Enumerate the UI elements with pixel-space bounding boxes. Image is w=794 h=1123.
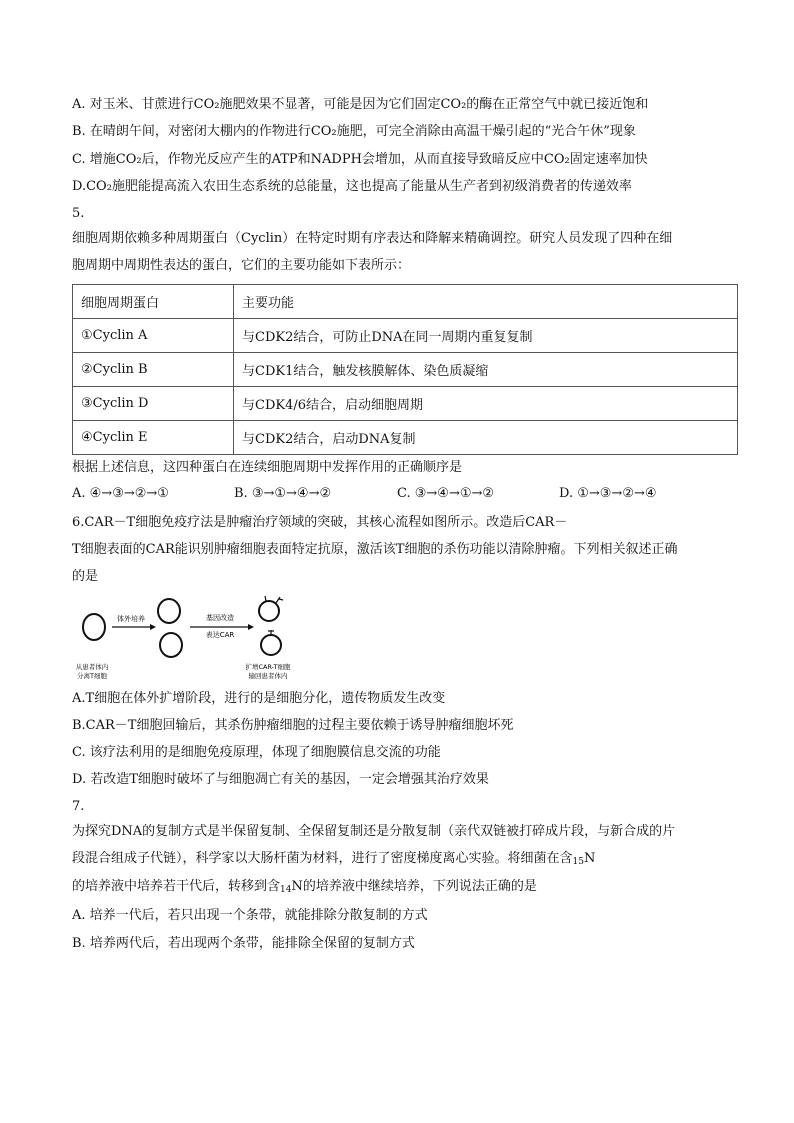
arrow1-label: 体外培养 xyxy=(117,615,145,623)
q6-line2: T细胞表面的CAR能识别肿瘤细胞表面特定抗原，激活该T细胞的杀伤功能以清除肿瘤。下列相关叙述正确 xyxy=(72,542,678,557)
q4-option-c: C. 增施CO₂后，作物光反应产生的ATP和NADPH会增加，从而直接导致暗反应中CO₂固定速率加快 xyxy=(72,152,648,167)
q7-line3 xyxy=(72,877,537,900)
q5-option-c: C. ③→④→①→② xyxy=(397,486,495,501)
q5-number: 5. xyxy=(72,206,85,221)
right-caption-1: 扩增CAR-T细胞 xyxy=(245,663,291,671)
q5-option-a: A. ④→③→②→① xyxy=(72,486,169,501)
table-row xyxy=(73,387,738,421)
car-receptor-branch xyxy=(279,599,283,600)
q7-isotope-mass-15: 15 xyxy=(572,857,584,867)
right-caption-2: 输回患者体内 xyxy=(248,672,288,680)
arrow-head-icon xyxy=(248,624,254,630)
table-cell: ①Cyclin A xyxy=(73,319,234,353)
q7-number: 7. xyxy=(72,799,85,814)
arrow-head-icon xyxy=(150,624,156,630)
q5-stem-line2: 胞周期中周期性表达的蛋白，它们的主要功能如下表所示： xyxy=(72,258,411,273)
q6-line1: 6.CAR－T细胞免疫疗法是肿瘤治疗领域的突破，其核心流程如图所示。改造后CAR－ xyxy=(72,515,568,530)
q7-line2 xyxy=(72,849,595,872)
table-cell: 与CDK2结合，启动DNA复制 xyxy=(234,421,738,455)
table-cell: ③Cyclin D xyxy=(73,387,234,421)
expanded-t-cell-top xyxy=(158,599,180,623)
table-header-cell: 主要功能 xyxy=(234,285,738,319)
q7-option-b: B. 培养两代后，若出现两个条带，能排除全保留的复制方式 xyxy=(72,936,415,951)
car-t-process-figure xyxy=(72,594,312,684)
car-receptor-branch xyxy=(265,596,266,601)
table-cell: ④Cyclin E xyxy=(73,421,234,455)
table-cell: 与CDK1结合，触发核膜解体、染色质凝缩 xyxy=(234,353,738,387)
q4-option-b: B. 在晴朗午间，对密闭大棚内的作物进行CO₂施肥，可完全消除由高温干燥引起的“光合午休”现象 xyxy=(72,124,636,139)
table-row xyxy=(73,319,738,353)
arrow2-label-1: 基因改造 xyxy=(206,614,234,622)
arrow2-label-2: 表达CAR xyxy=(205,631,235,639)
q5-stem-line1: 细胞周期依赖多种周期蛋白（Cyclin）在特定时期有序表达和降解来精确调控。研究人员发现了四种在细 xyxy=(72,231,673,246)
expanded-t-cell-bottom xyxy=(160,633,182,657)
q7-isotope-mass-14: 14 xyxy=(280,885,292,895)
q6-option-d: D. 若改造T细胞时破坏了与细胞凋亡有关的基因，一定会增强其治疗效果 xyxy=(72,772,489,787)
q7-line2-text: 段混合组成子代链），科学家以大肠杆菌为材料，进行了密度梯度离心实验。将细菌在含 xyxy=(72,851,573,866)
q6-option-b: B.CAR－T细胞回输后，其杀伤肿瘤细胞的过程主要依赖于诱导肿瘤细胞坏死 xyxy=(72,718,514,733)
table-cell: 与CDK2结合，可防止DNA在同一周期内重复复制 xyxy=(234,319,738,353)
q6-line3: 的是 xyxy=(72,569,99,584)
q6-option-a: A.T细胞在体外扩增阶段，进行的是细胞分化，遗传物质发生改变 xyxy=(72,691,446,706)
q5-option-b: B. ③→①→④→② xyxy=(234,486,332,501)
table-cell: 与CDK4/6结合，启动细胞周期 xyxy=(234,387,738,421)
cyclin-table xyxy=(72,284,738,455)
q7-option-a: A. 培养一代后，若只出现一个条带，就能排除分散复制的方式 xyxy=(72,908,428,923)
q7-line3-pre: 的培养液中培养若干代后，转移到含 xyxy=(72,879,281,894)
car-receptor-icon xyxy=(276,597,280,603)
q7-element-n: N xyxy=(583,851,596,866)
left-caption-2: 分离T细胞 xyxy=(77,672,107,680)
q4-option-d: D.CO₂施肥能提高流入农田生态系统的总能量，这也提高了能量从生产者到初级消费者的传递效率 xyxy=(72,179,632,194)
table-cell: ②Cyclin B xyxy=(73,353,234,387)
q5-option-d: D. ①→③→②→④ xyxy=(559,486,657,501)
car-t-cell-bottom xyxy=(261,635,281,655)
table-header-row xyxy=(73,285,738,319)
q7-line3-post: N的培养液中继续培养，下列说法正确的是 xyxy=(291,879,537,894)
q4-option-a: A. 对玉米、甘蔗进行CO₂施肥效果不显著，可能是因为它们固定CO₂的酶在正常空气中就已接近饱和 xyxy=(72,97,649,112)
table-row xyxy=(73,353,738,387)
table-header-cell: 细胞周期蛋白 xyxy=(73,285,234,319)
q6-option-c: C. 该疗法利用的是细胞免疫原理，体现了细胞膜信息交流的功能 xyxy=(72,745,441,760)
car-t-cell-top xyxy=(259,601,279,621)
table-row xyxy=(73,421,738,455)
left-caption-1: 从患者体内 xyxy=(75,663,109,671)
q7-line1: 为探究DNA的复制方式是半保留复制、全保留复制还是分散复制（亲代双链被打碎成片段，与新合成的片 xyxy=(72,824,676,839)
t-cell-shape xyxy=(83,614,105,640)
q5-question: 根据上述信息，这四种蛋白在连续细胞周期中发挥作用的正确顺序是 xyxy=(72,460,463,475)
